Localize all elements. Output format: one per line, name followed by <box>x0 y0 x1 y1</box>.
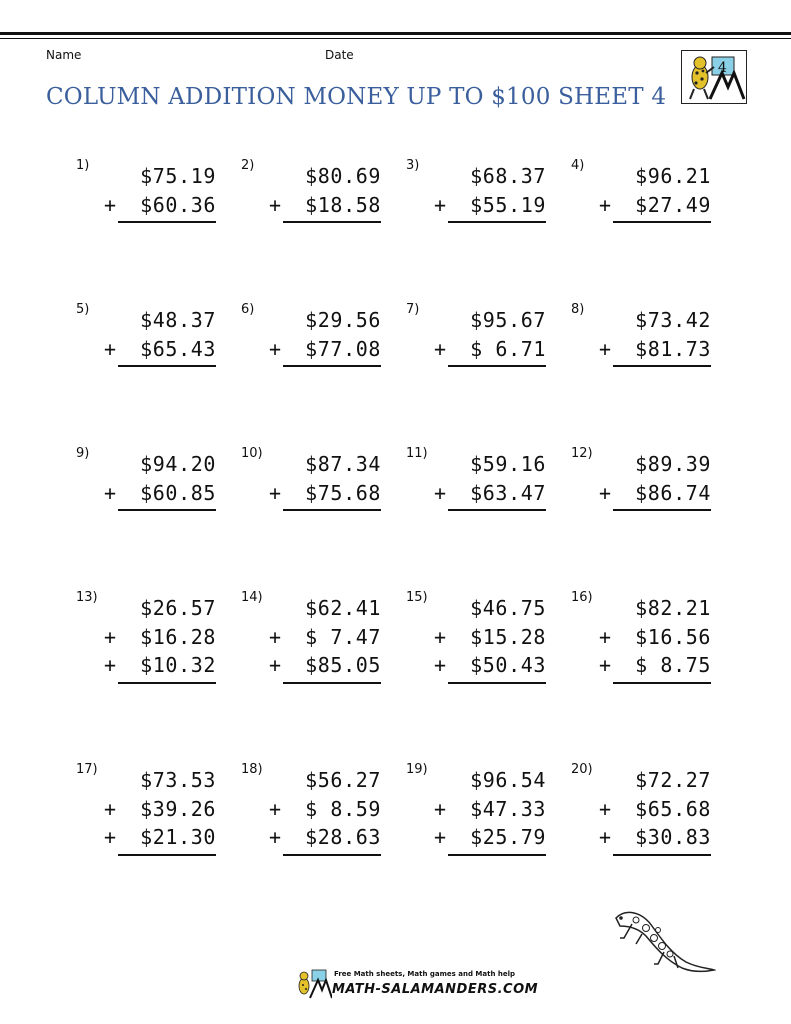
page-title: COLUMN ADDITION MONEY UP TO $100 SHEET 4 <box>46 84 667 110</box>
amount: $86.74 <box>635 480 711 505</box>
problem-4 <box>571 158 721 278</box>
plus-sign: + <box>599 336 612 361</box>
amount: $15.28 <box>470 624 546 649</box>
problem-number: 17) <box>76 762 98 777</box>
addend <box>434 335 546 364</box>
amount: $ 8.59 <box>305 796 381 821</box>
plus-sign: + <box>599 653 612 677</box>
first-addend <box>599 766 711 795</box>
amount: $25.79 <box>470 825 546 849</box>
addend <box>434 795 546 824</box>
addend <box>104 479 216 508</box>
problem-operands <box>269 766 381 852</box>
first-addend <box>269 162 381 191</box>
answer-line <box>448 682 546 684</box>
amount: $ 7.47 <box>305 624 381 649</box>
amount: $75.19 <box>140 164 216 188</box>
plus-sign: + <box>599 796 612 821</box>
problem-number: 18) <box>241 762 263 777</box>
problem-number: 10) <box>241 446 263 461</box>
problem-number: 5) <box>76 302 90 317</box>
problem-18 <box>241 762 391 882</box>
answer-line <box>613 854 711 856</box>
first-addend <box>599 594 711 623</box>
first-addend <box>269 306 381 335</box>
amount: $75.68 <box>305 480 381 505</box>
amount: $10.32 <box>140 653 216 677</box>
plus-sign: + <box>599 192 612 217</box>
problem-operands <box>104 162 216 219</box>
problem-20 <box>571 762 721 882</box>
amount: $39.26 <box>140 796 216 821</box>
addend <box>434 651 546 680</box>
amount: $82.21 <box>635 596 711 620</box>
plus-sign: + <box>269 653 282 677</box>
problem-operands <box>434 766 546 852</box>
header-rule-thick <box>0 32 791 35</box>
problem-19 <box>406 762 556 882</box>
footer-tagline: Free Math sheets, Math games and Math help <box>334 970 516 978</box>
plus-sign: + <box>104 480 117 505</box>
problem-operands <box>269 450 381 507</box>
logo-digit: 4 <box>718 60 727 76</box>
problem-operands <box>269 162 381 219</box>
first-addend <box>599 162 711 191</box>
plus-sign: + <box>434 825 447 849</box>
first-addend <box>269 594 381 623</box>
problem-operands <box>599 306 711 363</box>
problem-operands <box>104 594 216 680</box>
problem-2 <box>241 158 391 278</box>
first-addend <box>434 162 546 191</box>
plus-sign: + <box>269 624 282 649</box>
answer-line <box>448 854 546 856</box>
amount: $29.56 <box>305 308 381 332</box>
problem-operands <box>269 594 381 680</box>
footer-salamander-icon <box>294 968 332 1000</box>
footer-site-link[interactable]: MATH-SALAMANDERS.COM <box>332 982 539 997</box>
addend <box>434 191 546 220</box>
amount: $47.33 <box>470 796 546 821</box>
plus-sign: + <box>104 192 117 217</box>
plus-sign: + <box>104 653 117 677</box>
problem-number: 9) <box>76 446 90 461</box>
amount: $21.30 <box>140 825 216 849</box>
plus-sign: + <box>104 624 117 649</box>
amount: $48.37 <box>140 308 216 332</box>
plus-sign: + <box>269 192 282 217</box>
addend <box>269 335 381 364</box>
answer-line <box>613 682 711 684</box>
plus-sign: + <box>104 336 117 361</box>
addend <box>269 623 381 652</box>
answer-line <box>448 509 546 511</box>
addend <box>434 479 546 508</box>
salamander-illustration <box>612 908 716 976</box>
plus-sign: + <box>599 624 612 649</box>
amount: $94.20 <box>140 452 216 476</box>
plus-sign: + <box>434 624 447 649</box>
amount: $65.68 <box>635 796 711 821</box>
problem-number: 19) <box>406 762 428 777</box>
plus-sign: + <box>599 825 612 849</box>
problem-5 <box>76 302 226 422</box>
math-salamanders-logo <box>681 50 747 104</box>
answer-line <box>283 365 381 367</box>
answer-line <box>118 509 216 511</box>
amount: $89.39 <box>635 452 711 476</box>
plus-sign: + <box>104 796 117 821</box>
plus-sign: + <box>599 480 612 505</box>
date-label: Date <box>325 48 354 62</box>
problem-operands <box>104 450 216 507</box>
addend <box>104 335 216 364</box>
problem-number: 12) <box>571 446 593 461</box>
answer-line <box>118 365 216 367</box>
problem-number: 7) <box>406 302 420 317</box>
problem-number: 8) <box>571 302 585 317</box>
plus-sign: + <box>269 336 282 361</box>
plus-sign: + <box>434 796 447 821</box>
amount: $95.67 <box>470 308 546 332</box>
addend <box>269 795 381 824</box>
plus-sign: + <box>434 653 447 677</box>
problem-operands <box>599 162 711 219</box>
addend <box>599 623 711 652</box>
amount: $68.37 <box>470 164 546 188</box>
addend <box>599 335 711 364</box>
problem-16 <box>571 590 721 710</box>
problem-operands <box>104 766 216 852</box>
addend <box>104 823 216 852</box>
addend <box>599 479 711 508</box>
problem-number: 3) <box>406 158 420 173</box>
problem-operands <box>599 594 711 680</box>
addend <box>269 823 381 852</box>
first-addend <box>599 450 711 479</box>
header-rule-thin <box>0 38 791 39</box>
first-addend <box>104 766 216 795</box>
problem-number: 16) <box>571 590 593 605</box>
answer-line <box>118 682 216 684</box>
addend <box>269 479 381 508</box>
addend <box>269 191 381 220</box>
amount: $16.28 <box>140 624 216 649</box>
plus-sign: + <box>269 480 282 505</box>
problem-operands <box>434 450 546 507</box>
problem-number: 15) <box>406 590 428 605</box>
amount: $30.83 <box>635 825 711 849</box>
problem-17 <box>76 762 226 882</box>
first-addend <box>104 594 216 623</box>
problem-1 <box>76 158 226 278</box>
problem-number: 14) <box>241 590 263 605</box>
amount: $96.54 <box>470 768 546 792</box>
first-addend <box>599 306 711 335</box>
problem-number: 11) <box>406 446 428 461</box>
answer-line <box>283 682 381 684</box>
problem-number: 6) <box>241 302 255 317</box>
answer-line <box>613 509 711 511</box>
amount: $59.16 <box>470 452 546 476</box>
first-addend <box>104 162 216 191</box>
problem-15 <box>406 590 556 710</box>
problem-3 <box>406 158 556 278</box>
answer-line <box>118 221 216 223</box>
problem-operands <box>434 306 546 363</box>
amount: $16.56 <box>635 624 711 649</box>
amount: $55.19 <box>470 192 546 217</box>
amount: $85.05 <box>305 653 381 677</box>
amount: $18.58 <box>305 192 381 217</box>
answer-line <box>448 365 546 367</box>
first-addend <box>269 766 381 795</box>
addend <box>599 651 711 680</box>
problem-7 <box>406 302 556 422</box>
problem-operands <box>434 594 546 680</box>
problem-14 <box>241 590 391 710</box>
problem-8 <box>571 302 721 422</box>
addend <box>104 191 216 220</box>
problem-operands <box>599 766 711 852</box>
plus-sign: + <box>269 796 282 821</box>
answer-line <box>283 509 381 511</box>
problem-6 <box>241 302 391 422</box>
addend <box>104 651 216 680</box>
first-addend <box>269 450 381 479</box>
amount: $26.57 <box>140 596 216 620</box>
plus-sign: + <box>434 192 447 217</box>
first-addend <box>104 450 216 479</box>
amount: $60.85 <box>140 480 216 505</box>
amount: $60.36 <box>140 192 216 217</box>
answer-line <box>613 365 711 367</box>
amount: $ 6.71 <box>470 336 546 361</box>
first-addend <box>434 306 546 335</box>
salamander-teacher-icon <box>682 51 746 103</box>
plus-sign: + <box>269 825 282 849</box>
answer-line <box>118 854 216 856</box>
problem-operands <box>434 162 546 219</box>
amount: $56.27 <box>305 768 381 792</box>
answer-line <box>283 221 381 223</box>
name-label: Name <box>46 48 82 62</box>
plus-sign: + <box>104 825 117 849</box>
addend <box>434 623 546 652</box>
amount: $73.42 <box>635 308 711 332</box>
problem-12 <box>571 446 721 566</box>
addend <box>104 795 216 824</box>
first-addend <box>434 450 546 479</box>
addend <box>434 823 546 852</box>
problem-9 <box>76 446 226 566</box>
plus-sign: + <box>434 336 447 361</box>
addend <box>104 623 216 652</box>
problem-operands <box>599 450 711 507</box>
answer-line <box>283 854 381 856</box>
amount: $62.41 <box>305 596 381 620</box>
amount: $77.08 <box>305 336 381 361</box>
answer-line <box>448 221 546 223</box>
amount: $96.21 <box>635 164 711 188</box>
plus-sign: + <box>434 480 447 505</box>
amount: $63.47 <box>470 480 546 505</box>
first-addend <box>434 766 546 795</box>
problem-10 <box>241 446 391 566</box>
amount: $72.27 <box>635 768 711 792</box>
answer-line <box>613 221 711 223</box>
addend <box>599 795 711 824</box>
amount: $ 8.75 <box>635 653 711 677</box>
amount: $28.63 <box>305 825 381 849</box>
problem-number: 4) <box>571 158 585 173</box>
problem-number: 1) <box>76 158 90 173</box>
amount: $50.43 <box>470 653 546 677</box>
problem-operands <box>269 306 381 363</box>
problem-number: 2) <box>241 158 255 173</box>
problem-13 <box>76 590 226 710</box>
first-addend <box>434 594 546 623</box>
problem-operands <box>104 306 216 363</box>
amount: $80.69 <box>305 164 381 188</box>
amount: $81.73 <box>635 336 711 361</box>
amount: $73.53 <box>140 768 216 792</box>
amount: $87.34 <box>305 452 381 476</box>
addend <box>269 651 381 680</box>
first-addend <box>104 306 216 335</box>
amount: $46.75 <box>470 596 546 620</box>
problem-11 <box>406 446 556 566</box>
amount: $65.43 <box>140 336 216 361</box>
addend <box>599 191 711 220</box>
amount: $27.49 <box>635 192 711 217</box>
addend <box>599 823 711 852</box>
problem-number: 20) <box>571 762 593 777</box>
problem-number: 13) <box>76 590 98 605</box>
